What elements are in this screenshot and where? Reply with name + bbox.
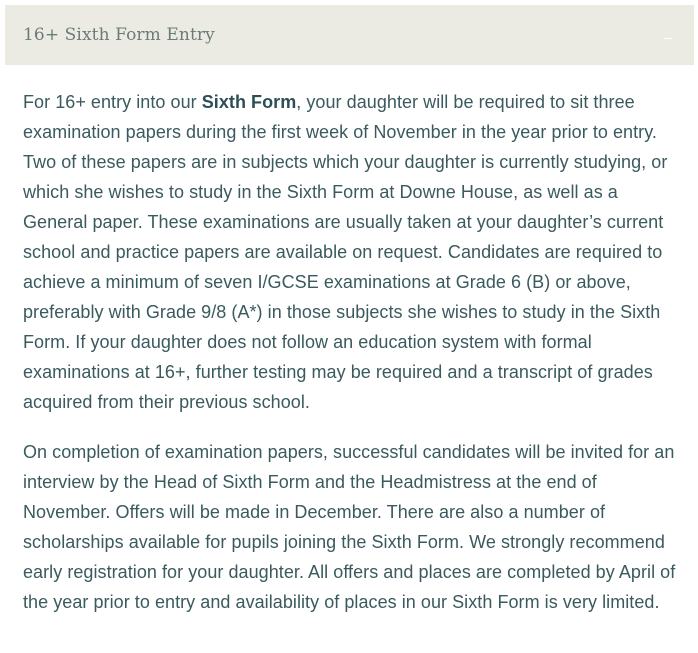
interview-offers-paragraph: On completion of examination papers, successful candidates will be invited for an interview by the Head of Sixth Form and the Headmistress at the end of November. Offers will be made in December. There are also a number of scholarships available for pupils joining the Sixth Form. We strongly recommend early registration for your daughter. All offers and places are completed by April of the year prior to entry and availability of places in our Sixth Form is very limited.	[23, 442, 676, 612]
minus-icon[interactable]	[664, 32, 674, 44]
entry-requirements-paragraph	[23, 87, 676, 417]
paragraph-text-start: For 16+ entry into our	[23, 92, 202, 112]
paragraph-text-rest: , your daughter will be required to sit three examination papers during the first week of November in the year prior to entry. Two of these papers are in subjects which your daughter is currently studying, or which she wishes to study in the Sixth Form at Downe House, as well as a General paper. These examinations are usually taken at your daughter’s current school and practice papers are available on request. Candidates are required to achieve a minimum of seven I/GCSE examinations at Grade 6 (B) or above, preferably with Grade 9/8 (A*) in those subjects she wishes to study in the Sixth Form. If your daughter does not follow an education system with formal examinations at 16+, further testing may be required and a transcript of grades acquired from their previous school.	[23, 92, 668, 412]
accordion-title: 16+ Sixth Form Entry	[23, 25, 215, 45]
sixth-form-emphasis: Sixth Form	[201, 92, 297, 112]
accordion-panel	[5, 5, 694, 633]
accordion-body	[5, 65, 694, 617]
accordion-header[interactable]	[5, 5, 694, 65]
